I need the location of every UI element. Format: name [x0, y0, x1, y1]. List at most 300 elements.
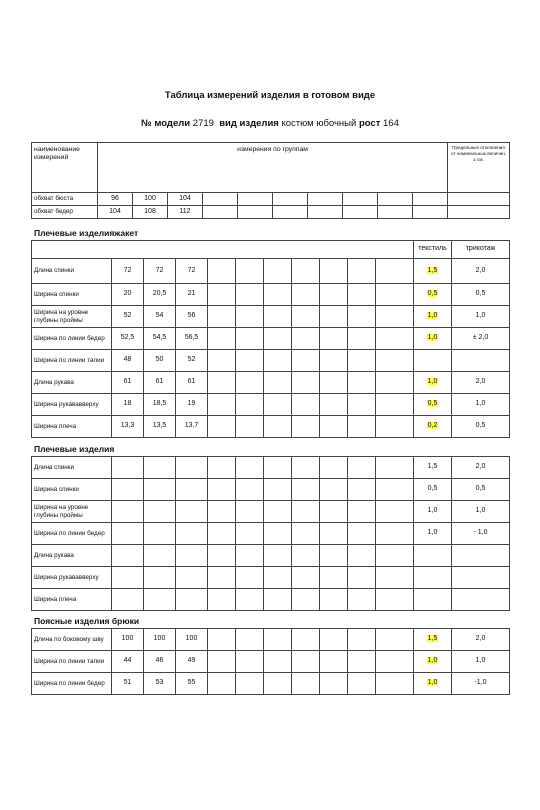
empty-cell: [264, 350, 292, 372]
header-tolerance-label: Предельные отклонения от номинальных величин, ± см.: [450, 145, 507, 162]
empty-cell: [176, 479, 208, 501]
table-row: [32, 416, 510, 438]
empty-cell: [176, 457, 208, 479]
empty-cell: [292, 501, 320, 523]
section1-col-textile: текстиль: [414, 241, 452, 259]
textile-tolerance: [414, 328, 452, 350]
empty-cell: [378, 193, 413, 206]
empty-cell: [264, 651, 292, 673]
empty-cell: [264, 259, 292, 284]
table-row: [32, 306, 510, 328]
empty-cell: [208, 479, 236, 501]
empty-cell: [264, 372, 292, 394]
empty-cell: [236, 673, 264, 695]
measure-value: 56,5: [176, 328, 208, 350]
empty-cell: [208, 629, 236, 651]
section3-table: [31, 628, 510, 695]
empty-cell: [343, 193, 378, 206]
knit-tolerance: 1,0: [452, 306, 510, 328]
empty-cell: [292, 567, 320, 589]
textile-value: 1,0: [427, 312, 438, 320]
empty-cell: [320, 328, 348, 350]
knit-tolerance: 0,5: [452, 479, 510, 501]
empty-cell: [176, 523, 208, 545]
empty-cell: [292, 306, 320, 328]
measure-value: 20,5: [144, 284, 176, 306]
measure-label: Ширина спинки: [32, 479, 112, 501]
empty-cell: [292, 372, 320, 394]
empty-cell: [208, 567, 236, 589]
knit-tolerance: -1,0: [452, 673, 510, 695]
model-number: 2719: [192, 118, 214, 129]
measure-label: Длина спинки: [32, 259, 112, 284]
measure-value: 19: [176, 394, 208, 416]
empty-cell: [376, 523, 414, 545]
model-line: [0, 118, 540, 129]
empty-cell: [112, 567, 144, 589]
measure-value: 112: [168, 206, 203, 219]
empty-cell: [348, 589, 376, 611]
table-row: [32, 545, 510, 567]
empty-cell: [292, 328, 320, 350]
empty-cell: [320, 479, 348, 501]
textile-tolerance: 0,5: [414, 479, 452, 501]
empty-cell: [413, 193, 448, 206]
table-row: [32, 651, 510, 673]
measure-value: 51: [112, 673, 144, 695]
empty-cell: [208, 416, 236, 438]
empty-cell: [376, 589, 414, 611]
measure-label: Ширина на уровне глубины проймы: [32, 306, 112, 328]
empty-cell: [348, 673, 376, 695]
measure-label: Ширина по линии бедер: [32, 673, 112, 695]
empty-cell: [292, 589, 320, 611]
empty-cell: [376, 629, 414, 651]
empty-cell: [320, 673, 348, 695]
empty-cell: [348, 306, 376, 328]
empty-cell: [238, 193, 273, 206]
empty-cell: [320, 284, 348, 306]
textile-tolerance: [414, 306, 452, 328]
empty-cell: [112, 589, 144, 611]
empty-cell: [144, 479, 176, 501]
kind-value: костюм юбочный: [281, 118, 357, 129]
empty-cell: [264, 523, 292, 545]
empty-cell: [348, 328, 376, 350]
table-row: [32, 284, 510, 306]
empty-cell: [320, 589, 348, 611]
empty-cell: [320, 629, 348, 651]
empty-cell: [208, 501, 236, 523]
textile-value: 0,5: [427, 290, 438, 298]
empty-cell: [348, 651, 376, 673]
header-tolerance-cell: [448, 143, 510, 193]
empty-cell: [208, 259, 236, 284]
empty-cell: [264, 306, 292, 328]
empty-cell: [292, 259, 320, 284]
empty-cell: [376, 545, 414, 567]
empty-cell: [292, 651, 320, 673]
empty-cell: [292, 545, 320, 567]
empty-cell: [320, 416, 348, 438]
empty-cell: [348, 501, 376, 523]
empty-cell: [320, 372, 348, 394]
empty-cell: [376, 673, 414, 695]
measure-label: Длина по боковому шву: [32, 629, 112, 651]
empty-cell: [208, 328, 236, 350]
empty-cell: [264, 545, 292, 567]
measure-value: 53: [144, 673, 176, 695]
textile-tolerance: [414, 673, 452, 695]
textile-tolerance: 1,5: [414, 457, 452, 479]
textile-value: 1,0: [427, 679, 438, 687]
textile-tolerance: [414, 284, 452, 306]
knit-tolerance: 1,0: [452, 501, 510, 523]
empty-cell: [112, 501, 144, 523]
empty-cell: [292, 523, 320, 545]
empty-cell: [264, 416, 292, 438]
empty-cell: [208, 651, 236, 673]
empty-cell: [292, 457, 320, 479]
header-name-label: наименование измерений: [34, 146, 80, 161]
empty-cell: [112, 545, 144, 567]
knit-tolerance: 2,0: [452, 457, 510, 479]
empty-cell: [236, 306, 264, 328]
empty-cell: [238, 206, 273, 219]
textile-tolerance: 1,0: [414, 523, 452, 545]
measure-value: 48: [112, 350, 144, 372]
height-label: рост: [358, 118, 381, 129]
empty-cell: [292, 284, 320, 306]
table-row: [32, 673, 510, 695]
measure-label: Длина рукава: [32, 372, 112, 394]
measure-value: 96: [98, 193, 133, 206]
textile-tolerance: 1,0: [414, 501, 452, 523]
empty-cell: [236, 372, 264, 394]
table-row: [32, 589, 510, 611]
measure-label: Ширина плеча: [32, 416, 112, 438]
model-label: № модели: [141, 118, 191, 129]
empty-cell: [236, 394, 264, 416]
empty-cell: [236, 651, 264, 673]
empty-cell: [376, 328, 414, 350]
empty-cell: [292, 479, 320, 501]
measure-value: 72: [112, 259, 144, 284]
measure-value: 18,5: [144, 394, 176, 416]
measure-value: 52,5: [112, 328, 144, 350]
header-name-cell: [32, 143, 98, 193]
empty-cell: [348, 350, 376, 372]
empty-cell: [320, 259, 348, 284]
empty-cell: [176, 567, 208, 589]
empty-cell: [320, 567, 348, 589]
measure-value: 54,5: [144, 328, 176, 350]
empty-cell: [236, 284, 264, 306]
empty-cell: [236, 350, 264, 372]
table-row: [32, 193, 510, 206]
empty-cell: [348, 259, 376, 284]
textile-tolerance: [414, 259, 452, 284]
measure-label: Ширина спинки: [32, 284, 112, 306]
empty-cell: [236, 457, 264, 479]
empty-cell: [343, 206, 378, 219]
section2-table: [31, 456, 510, 611]
textile-value: 1,0: [427, 378, 438, 386]
knit-tolerance: 1,0: [452, 651, 510, 673]
knit-tolerance: [452, 350, 510, 372]
knit-tolerance: [452, 545, 510, 567]
empty-cell: [348, 479, 376, 501]
empty-cell: [236, 328, 264, 350]
measure-value: 100: [133, 193, 168, 206]
table-row: [32, 350, 510, 372]
empty-cell: [112, 523, 144, 545]
empty-cell: [320, 457, 348, 479]
measure-label: Ширина на уровне глубины проймы: [32, 501, 112, 523]
table-row: [32, 259, 510, 284]
tolerance-cell: [448, 193, 510, 206]
measure-value: 100: [176, 629, 208, 651]
page-title: Таблица измерений изделия в готовом виде: [164, 90, 376, 101]
empty-cell: [264, 501, 292, 523]
textile-value: 1,0: [427, 657, 438, 665]
empty-cell: [320, 394, 348, 416]
empty-cell: [208, 372, 236, 394]
empty-cell: [264, 284, 292, 306]
empty-cell: [376, 479, 414, 501]
empty-cell: [112, 479, 144, 501]
empty-cell: [376, 306, 414, 328]
textile-tolerance: [414, 416, 452, 438]
empty-cell: [208, 350, 236, 372]
textile-value: 1,0: [427, 334, 438, 342]
empty-cell: [208, 545, 236, 567]
section1-header-blank: [32, 241, 414, 259]
measure-value: 49: [176, 651, 208, 673]
empty-cell: [292, 629, 320, 651]
empty-cell: [348, 416, 376, 438]
table-row: [32, 567, 510, 589]
measure-value: 104: [168, 193, 203, 206]
empty-cell: [208, 394, 236, 416]
empty-cell: [273, 193, 308, 206]
table-row: [32, 501, 510, 523]
measure-value: 46: [144, 651, 176, 673]
textile-value: 1,5: [427, 266, 438, 274]
header-table: [31, 142, 510, 219]
empty-cell: [208, 457, 236, 479]
empty-cell: [348, 372, 376, 394]
empty-cell: [203, 193, 238, 206]
empty-cell: [144, 501, 176, 523]
measure-label: Ширина плеча: [32, 589, 112, 611]
measure-value: 13,7: [176, 416, 208, 438]
measure-value: 21: [176, 284, 208, 306]
empty-cell: [264, 479, 292, 501]
empty-cell: [348, 457, 376, 479]
textile-value: 0,2: [427, 422, 438, 430]
section3-title: Поясные изделия брюки: [34, 616, 140, 626]
empty-cell: [376, 394, 414, 416]
empty-cell: [144, 589, 176, 611]
empty-cell: [236, 567, 264, 589]
measure-value: 61: [144, 372, 176, 394]
measure-value: 100: [144, 629, 176, 651]
textile-tolerance: [414, 394, 452, 416]
section2-title: Плечевые изделия: [34, 444, 115, 454]
empty-cell: [348, 545, 376, 567]
measure-value: 52: [176, 350, 208, 372]
empty-cell: [236, 416, 264, 438]
knit-tolerance: ± 2,0: [452, 328, 510, 350]
empty-cell: [236, 259, 264, 284]
empty-cell: [292, 673, 320, 695]
empty-cell: [376, 651, 414, 673]
measure-value: 54: [144, 306, 176, 328]
empty-cell: [208, 589, 236, 611]
empty-cell: [320, 651, 348, 673]
measure-label: обхват бюста: [32, 193, 98, 206]
knit-tolerance: 0,5: [452, 416, 510, 438]
textile-tolerance: [414, 651, 452, 673]
measure-value: 61: [112, 372, 144, 394]
knit-tolerance: [452, 589, 510, 611]
empty-cell: [176, 501, 208, 523]
empty-cell: [292, 416, 320, 438]
table-row: [32, 394, 510, 416]
textile-tolerance: [414, 350, 452, 372]
empty-cell: [376, 501, 414, 523]
section1-title: Плечевые изделияжакет: [34, 228, 139, 238]
empty-cell: [208, 523, 236, 545]
knit-tolerance: 2,0: [452, 259, 510, 284]
measure-label: Ширина по линии бедер: [32, 328, 112, 350]
empty-cell: [236, 501, 264, 523]
measure-label: обхват бедер: [32, 206, 98, 219]
measure-value: 20: [112, 284, 144, 306]
knit-tolerance: [452, 567, 510, 589]
empty-cell: [376, 372, 414, 394]
table-row: [32, 629, 510, 651]
empty-cell: [376, 284, 414, 306]
measure-value: 72: [144, 259, 176, 284]
table-row: [32, 328, 510, 350]
empty-cell: [264, 629, 292, 651]
empty-cell: [112, 457, 144, 479]
empty-cell: [376, 567, 414, 589]
measure-label: Ширина по линии талии: [32, 350, 112, 372]
empty-cell: [264, 589, 292, 611]
empty-cell: [320, 350, 348, 372]
empty-cell: [236, 545, 264, 567]
empty-cell: [236, 479, 264, 501]
empty-cell: [376, 416, 414, 438]
empty-cell: [378, 206, 413, 219]
empty-cell: [264, 457, 292, 479]
empty-cell: [376, 350, 414, 372]
textile-tolerance: [414, 545, 452, 567]
empty-cell: [264, 567, 292, 589]
knit-tolerance: - 1,0: [452, 523, 510, 545]
empty-cell: [176, 589, 208, 611]
empty-cell: [348, 394, 376, 416]
kind-label: вид изделия: [219, 118, 279, 129]
measure-value: 72: [176, 259, 208, 284]
empty-cell: [208, 306, 236, 328]
empty-cell: [264, 328, 292, 350]
empty-cell: [208, 673, 236, 695]
empty-cell: [264, 394, 292, 416]
empty-cell: [203, 206, 238, 219]
empty-cell: [236, 629, 264, 651]
section1-col-knit: трикотаж: [452, 241, 510, 259]
empty-cell: [308, 193, 343, 206]
empty-cell: [348, 284, 376, 306]
measure-value: 18: [112, 394, 144, 416]
section1-table: [31, 240, 510, 438]
measure-value: 52: [112, 306, 144, 328]
empty-cell: [144, 567, 176, 589]
measure-label: Длина рукава: [32, 545, 112, 567]
knit-tolerance: 2,0: [452, 372, 510, 394]
empty-cell: [273, 206, 308, 219]
empty-cell: [348, 629, 376, 651]
height-value: 164: [383, 118, 399, 129]
empty-cell: [320, 523, 348, 545]
empty-cell: [144, 545, 176, 567]
empty-cell: [144, 457, 176, 479]
table-row: [32, 372, 510, 394]
empty-cell: [320, 306, 348, 328]
measure-value: 100: [112, 629, 144, 651]
textile-tolerance: [414, 629, 452, 651]
table-row: [32, 479, 510, 501]
textile-tolerance: [414, 372, 452, 394]
measure-label: Ширина рукававверху: [32, 567, 112, 589]
empty-cell: [208, 284, 236, 306]
empty-cell: [348, 523, 376, 545]
empty-cell: [376, 457, 414, 479]
textile-tolerance: [414, 589, 452, 611]
empty-cell: [292, 394, 320, 416]
empty-cell: [348, 567, 376, 589]
textile-value: 0,5: [427, 400, 438, 408]
measure-label: Ширина рукававверху: [32, 394, 112, 416]
empty-cell: [308, 206, 343, 219]
tolerance-cell: [448, 206, 510, 219]
measure-value: 108: [133, 206, 168, 219]
table-row: [32, 457, 510, 479]
measure-value: 44: [112, 651, 144, 673]
measure-value: 104: [98, 206, 133, 219]
empty-cell: [236, 589, 264, 611]
table-row: [32, 523, 510, 545]
empty-cell: [376, 259, 414, 284]
measure-value: 13,5: [144, 416, 176, 438]
measure-label: Ширина по линии бедер: [32, 523, 112, 545]
empty-cell: [176, 545, 208, 567]
measure-value: 50: [144, 350, 176, 372]
textile-value: 1,5: [427, 635, 438, 643]
knit-tolerance: 2,0: [452, 629, 510, 651]
empty-cell: [320, 501, 348, 523]
measure-label: Длина спинки: [32, 457, 112, 479]
empty-cell: [264, 673, 292, 695]
measure-value: 55: [176, 673, 208, 695]
textile-tolerance: [414, 567, 452, 589]
knit-tolerance: 0,5: [452, 284, 510, 306]
measure-value: 56: [176, 306, 208, 328]
